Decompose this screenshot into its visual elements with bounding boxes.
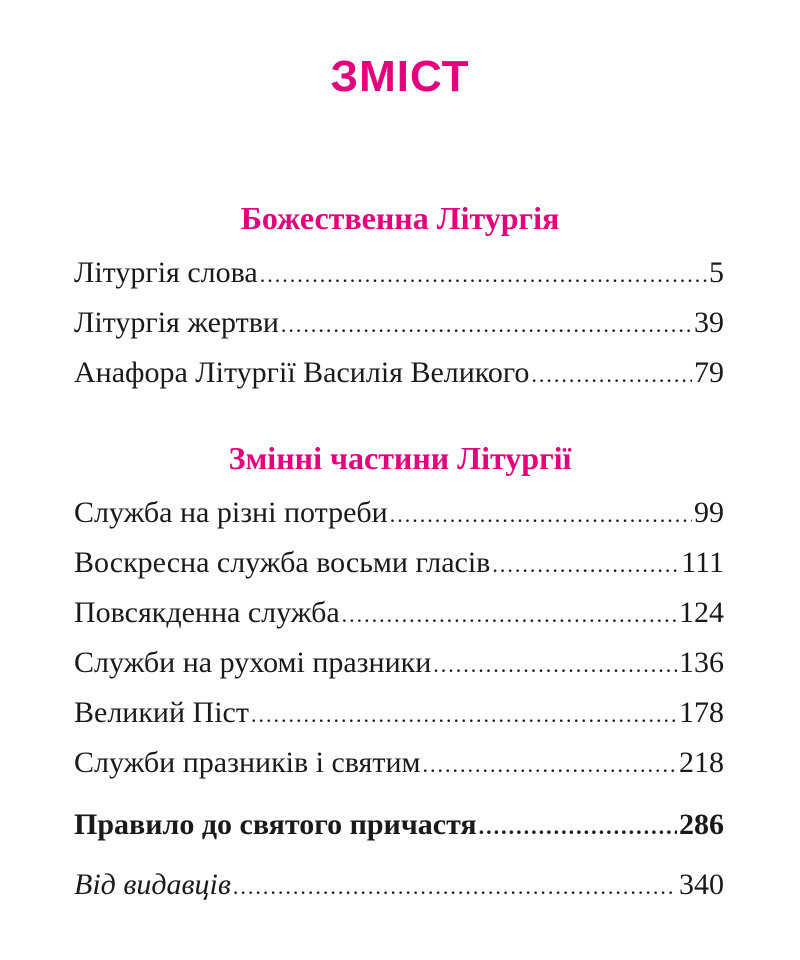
toc-entry-label: Повсякденна служба	[74, 596, 340, 629]
toc-entry-page: 99	[694, 496, 724, 529]
toc-entry-page: 79	[694, 356, 724, 389]
toc-entry-label: Служба на різні потреби	[74, 496, 388, 529]
toc-entry-label: Літургія слова	[74, 256, 258, 289]
toc-entry[interactable]	[74, 646, 724, 686]
toc-entry-page: 136	[679, 646, 724, 679]
leader-dots	[531, 362, 692, 388]
section-heading-variable-parts: Змінні частини Літургії	[228, 440, 572, 476]
toc-entry-page: 111	[681, 546, 724, 579]
leader-dots	[260, 262, 707, 288]
toc-entry-page: 340	[679, 868, 724, 901]
toc-entry[interactable]	[74, 596, 724, 636]
toc-entry-page: 5	[709, 256, 724, 289]
toc-entry[interactable]	[74, 746, 724, 786]
leader-dots	[433, 652, 677, 678]
toc-entry-page: 178	[679, 696, 724, 729]
leader-dots	[423, 752, 677, 778]
leader-dots	[492, 552, 679, 578]
toc-entry[interactable]	[74, 356, 724, 396]
toc-entry-label: Правило до святого причастя	[74, 808, 477, 841]
leader-dots	[479, 814, 677, 840]
toc-entry-label: Воскресна служба восьми гласів	[74, 546, 491, 579]
page-title: ЗМІСТ	[330, 52, 470, 101]
toc-entry[interactable]	[74, 496, 724, 536]
toc-entry-page: 218	[679, 746, 724, 779]
leader-dots	[390, 502, 692, 528]
toc-entry[interactable]	[74, 546, 724, 586]
toc-entry-page: 286	[679, 808, 724, 841]
toc-entry-page: 124	[679, 596, 724, 629]
leader-dots	[342, 602, 677, 628]
toc-entry[interactable]	[74, 306, 724, 346]
toc-entry[interactable]	[74, 696, 724, 736]
leader-dots	[251, 702, 677, 728]
toc-entry-communion-rule[interactable]	[74, 808, 724, 848]
leader-dots	[233, 874, 677, 900]
toc-entry-label: Служби празників і святим	[74, 746, 421, 779]
toc-entry-label: Анафора Літургії Василія Великого	[74, 356, 530, 389]
section-heading-divine-liturgy: Божественна Літургія	[240, 200, 560, 236]
toc-entry-page: 39	[694, 306, 724, 339]
toc-entry-label: Літургія жертви	[74, 306, 279, 339]
toc-entry-label: Від видавців	[74, 868, 231, 901]
toc-entry-from-publishers[interactable]	[74, 868, 724, 908]
toc-entry-label: Великий Піст	[74, 696, 249, 729]
toc-entry[interactable]	[74, 256, 724, 296]
leader-dots	[281, 312, 692, 338]
toc-entry-label: Служби на рухомі празники	[74, 646, 432, 679]
